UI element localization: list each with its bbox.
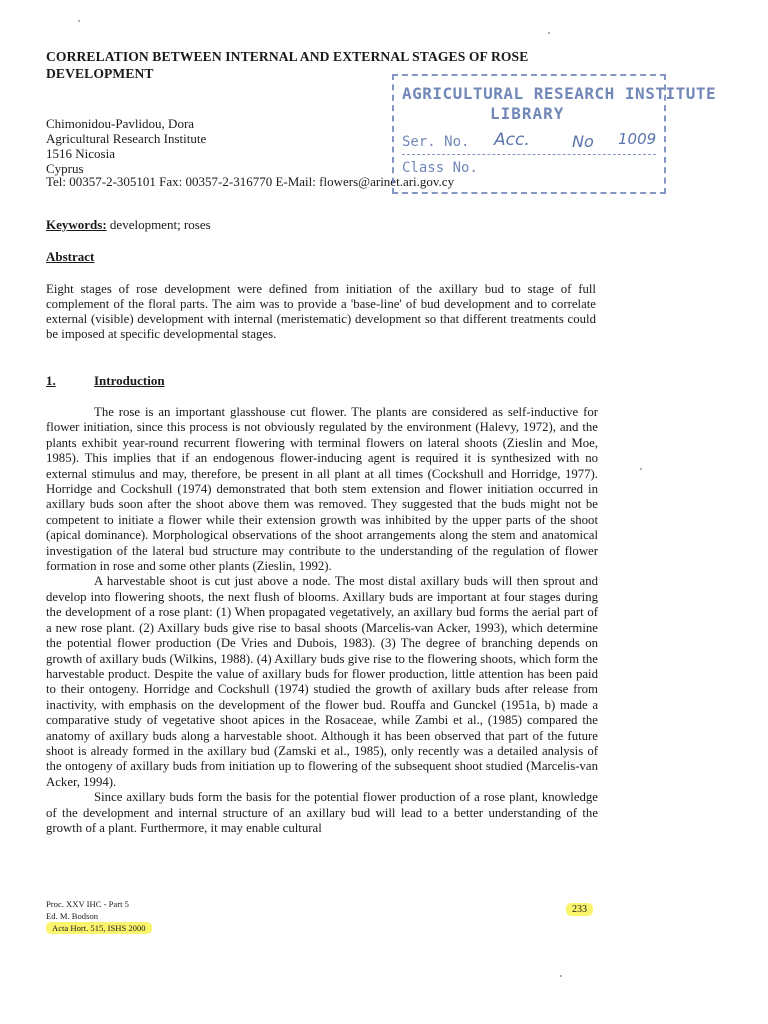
- section-number: 1.: [46, 373, 56, 388]
- scan-speck: [78, 20, 80, 22]
- keywords-value: development; roses: [109, 217, 211, 232]
- stamp-ser-label: Ser. No.: [402, 134, 470, 150]
- scan-speck: [548, 32, 550, 34]
- stamp-library-text: LIBRARY: [490, 104, 565, 123]
- body-paragraph: A harvestable shoot is cut just above a node. The most distal axillary buds will then sprout and develop into flowering shoots, the next flush of blooms. Axillary buds are important at four stages during the development of a rose plant: (1) When propagated vegetatively, an axillary bud forms the aerial part of a new rose plant. (2) Axillary buds give rise to basal shoots (Marcelis-van Acker, 1993), which determine the potential flower production (De Vries and Dubois, 1983). (3) The degree of branching depends on growth of axillary buds (Wilkins, 1988). (4) Axillary buds give rise to the flowering shoots, which form the harvestable product. Despite the value of axillary buds for flower production, little attention has been paid to their ontogeny. Horridge and Cockshull (1974) studied the growth of axillary buds after release from inactivity, with emphasis on the development of the flower bud. Rouffa and Gunckel (1951a, b) made a comparative study of vegetative shoot apices in the Rosaceae, while Zambi et al., (1985) compared the anatomy of axillary buds along a harvestable shoot. Although it has been observed that part of the future shoot is already formed in the axillary bud (Zamski et al., 1985), only recently was a detailed analysis of the ontogeny of axillary buds from initiation up to flowering of the subsequent shoot studied (Marcelis-van Acker, 1994).: [46, 574, 598, 789]
- body-paragraph: Since axillary buds form the basis for the potential flower production of a rose plant, knowledge of the development and internal structure of an axillary bud will lead to a better understanding of the growth of a plant. Furthermore, it may enable cultural: [46, 790, 598, 835]
- stamp-accession-row: [402, 132, 656, 155]
- introduction-body: [46, 405, 598, 836]
- author-city: 1516 Nicosia: [46, 146, 115, 161]
- stamp-acc-label: Acc.: [494, 130, 530, 150]
- stamp-class-label: Class No.: [402, 160, 478, 176]
- author-block: [46, 116, 426, 176]
- footer-proceedings: Proc. XXV IHC - Part 5: [46, 899, 129, 909]
- scan-speck: [560, 975, 562, 977]
- footer-acta-highlight: Acta Hort. 515, ISHS 2000: [46, 922, 152, 934]
- author-institute: Agricultural Research Institute: [46, 131, 207, 146]
- stamp-institute-text: AGRICULTURAL RESEARCH INSTITUTE: [402, 84, 717, 103]
- proceedings-footer: [46, 898, 152, 934]
- introduction-heading: [46, 373, 165, 389]
- keywords-label: Keywords:: [46, 217, 107, 232]
- section-title: Introduction: [94, 373, 165, 388]
- abstract-heading: Abstract: [46, 249, 95, 264]
- paper-title: CORRELATION BETWEEN INTERNAL AND EXTERNAL STAGES OF ROSE DEVELOPMENT: [46, 49, 529, 81]
- footer-editor: Ed. M. Bodson: [46, 911, 99, 921]
- stamp-class-row: [402, 160, 656, 178]
- body-paragraph: The rose is an important glasshouse cut flower. The plants are considered as self-inductive for flower initiation, since this process is not obviously regulated by the environment (Halevy, 1972), and the plants exhibit year-round recurrent flowering with terminal flowers on lateral shoots (Zieslin and Moe, 1985). This implies that if an endogenous flower-inducing agent is required it is synthesized with no external stimulus and may, therefore, be present in all plant at all times (Cockshull and Horridge, 1977). Horridge and Cockshull (1974) demonstrated that both stem extension and flower initiation occurred in axillary buds soon after the shoot above them was removed. They suggested that the buds might not be competent to initiate a flower while their extension growth was inhibited by the upper parts of the shoot (apical dominance). Morphological observations of the shoot arrangements along the stem and anatomical investigation of the lateral bud structure may contribute to the understanding of the regulation of flower formation in rose and some other plants (Zieslin, 1992).: [46, 405, 598, 574]
- stamp-acc-number: 1009: [618, 130, 657, 148]
- keywords-line: [46, 217, 211, 233]
- page-number: [566, 904, 593, 915]
- author-contact: Tel: 00357-2-305101 Fax: 00357-2-316770 E-Mail: flowers@arinet.ari.gov.cy: [46, 174, 455, 189]
- author-country: Cyprus: [46, 161, 84, 176]
- abstract-text: Eight stages of rose development were defined from initiation of the axillary bud to stage of full complement of the floral parts. The aim was to provide a 'base-line' of bud development and to correlate external (visible) development with internal (meristematic) development so that different treatments could be imposed at specific developmental stages.: [46, 282, 596, 341]
- library-stamp: [392, 74, 717, 194]
- page-number-highlight: 233: [566, 903, 593, 916]
- scan-speck: [640, 468, 642, 470]
- author-name: Chimonidou-Pavlidou, Dora: [46, 116, 195, 131]
- stamp-acc-no: No: [572, 132, 594, 151]
